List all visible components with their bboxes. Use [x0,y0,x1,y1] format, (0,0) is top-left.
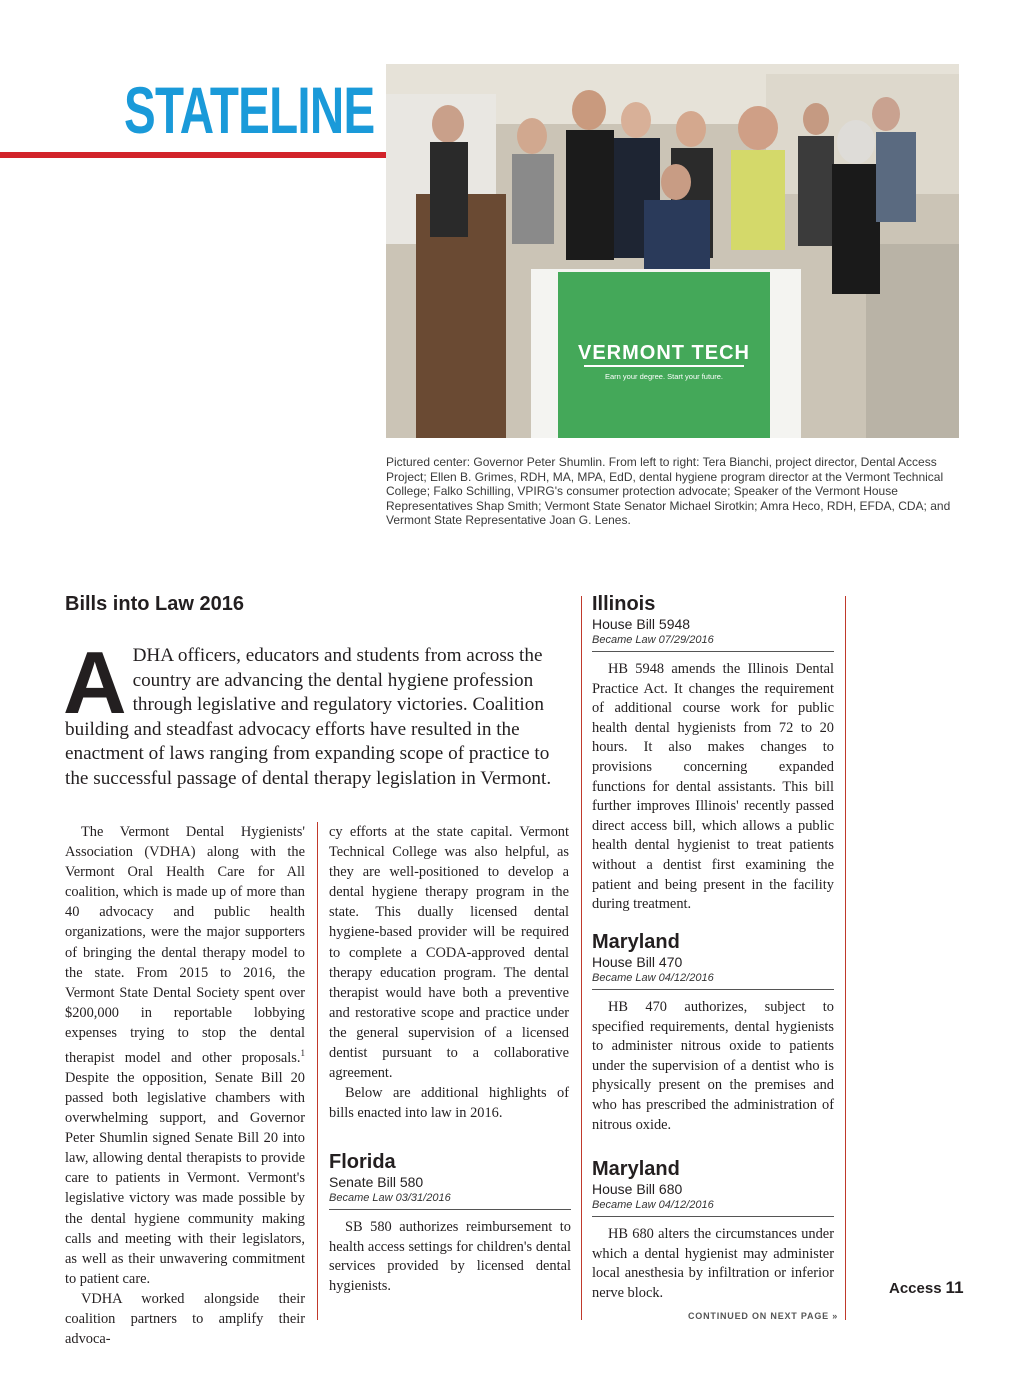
bill-date: Became Law 07/29/2016 [592,633,834,652]
body-paragraph: VDHA worked alongside their coalition partners to amplify their advoca- [65,1290,305,1348]
bill-body: HB 470 authorizes, subject to specified requirements, dental hygienists to administer nitrous oxide to patients under the supervision of a dentist who is physically present on the premises and who has prescribed the administration of nitrous oxide. [592,999,834,1133]
intro-text: DHA officers, educators and students from across the country are advancing the dental hygiene profession through legislative and regulatory victories. Coalition building and steadfast advocacy efforts have resulted in the enactment of laws ranging from expanding scope of practice to the successful passage of dental therapy legislation in Vermont. [65,645,552,789]
page-number: 11 [945,1278,964,1297]
body-paragraph: Below are additional highlights of bills enacted into law in 2016. [329,1085,569,1122]
body-paragraph: cy efforts at the state capital. Vermont Technical College was also helpful, as they are well-positioned to develop a dental hygiene therapy program in the state. This dually licensed dental hygiene-based provider will be required to complete a CODA-approved dental therapy education program. The dental therapist would have both a preventive and restorative scope and practice under the general supervision of a licensed dentist pursuant to a collaborative agreement. [329,824,569,1082]
bill-state: Maryland [592,931,680,953]
bill-state: Illinois [592,593,656,615]
body-column-1 [65,822,305,1349]
column-divider [317,822,318,1320]
publication-name: Access [889,1280,942,1297]
body-column-2 [329,822,569,1123]
footnote-ref: 1 [300,1048,305,1059]
column-divider [845,596,846,1320]
article-title: Bills into Law 2016 [65,593,244,615]
banner-brand-text: VERMONT TECH [578,342,750,364]
photo-caption: Pictured center: Governor Peter Shumlin. From left to right: Tera Bianchi, project director, Dental Access Project; Ellen B. Grimes, RDH, MA, MPA, EdD, dental hygiene program director at the Vermont Technical College; Falko Schilling, VPIRG's consumer protection advocate; Speaker of the Vermont House Representatives Shap Smith; Vermont State Senator Michael Sirotkin; Amra Heco, RDH, EFDA, CDA; and Vermont State Representative Joan G. Lenes. [386,455,951,527]
bill-body: SB 580 authorizes reimbursement to health access settings for children's dental services provided by licensed dental hygienists. [329,1219,571,1294]
page-folio [889,1278,964,1298]
bill-number: House Bill 5948 [592,616,691,632]
bill-entry-maryland-680 [592,1157,834,1303]
column-divider [581,596,582,1320]
bill-date: Became Law 04/12/2016 [592,1198,834,1217]
continued-link[interactable]: CONTINUED ON NEXT PAGE » [688,1311,839,1321]
bill-entry-illinois [592,592,834,915]
masthead-rule [0,152,386,158]
bill-entry-florida [329,1150,571,1296]
bill-signing-photo [386,64,959,438]
bill-number: House Bill 680 [592,1181,683,1197]
masthead-title: STATELINE [124,73,375,147]
banner-tagline-text: Earn your degree. Start your future. [605,372,723,381]
bill-state: Maryland [592,1158,680,1180]
bill-date: Became Law 04/12/2016 [592,971,834,990]
bill-entry-maryland-470 [592,930,834,1135]
bill-body: HB 5948 amends the Illinois Dental Practice Act. It changes the requirement of additional course work for public health dental hygienists from 72 to 20 hours. It also makes changes to provisions concerning expanded functions for dental assistants. This bill further improves Illinois' recently passed direct access bill, which allows a public health dental hygienist to treat patients without a dentist first examining the patient and being present in the facility during treatment. [592,661,834,913]
bill-number: Senate Bill 580 [329,1174,424,1190]
bill-body: HB 680 alters the circumstances under which a dental hygienist may administer local anesthesia by infiltration or inferior nerve block. [592,1226,834,1301]
body-paragraph: The Vermont Dental Hygienists' Association (VDHA) along with the Vermont Oral Health Care for All coalition, which is made up of more than 40 advocacy and public health organizations, were the major supporters of bringing the dental therapy model to the state. From 2015 to 2016, the Vermont State Dental Society spent over $200,000 in reportable lobbying expenses trying to stop the dental therapist model and other proposals.$^1$ Despite the opposition, Senate Bill 20 passed both legislative chambers with overwhelming support, and Governor Peter Shumlin signed Senate Bill 20 into law, allowing dental therapists to provide care to patients in Vermont. Vermont's legislative victory was made possible by the dental hygiene community making calls and meeting with their legislators, as well as their unwavering commitment to patient care. [65,824,305,1287]
article-intro [63,633,555,792]
drop-cap: A [63,633,127,732]
bill-date: Became Law 03/31/2016 [329,1191,571,1210]
bill-number: House Bill 470 [592,954,683,970]
bill-state: Florida [329,1151,396,1173]
